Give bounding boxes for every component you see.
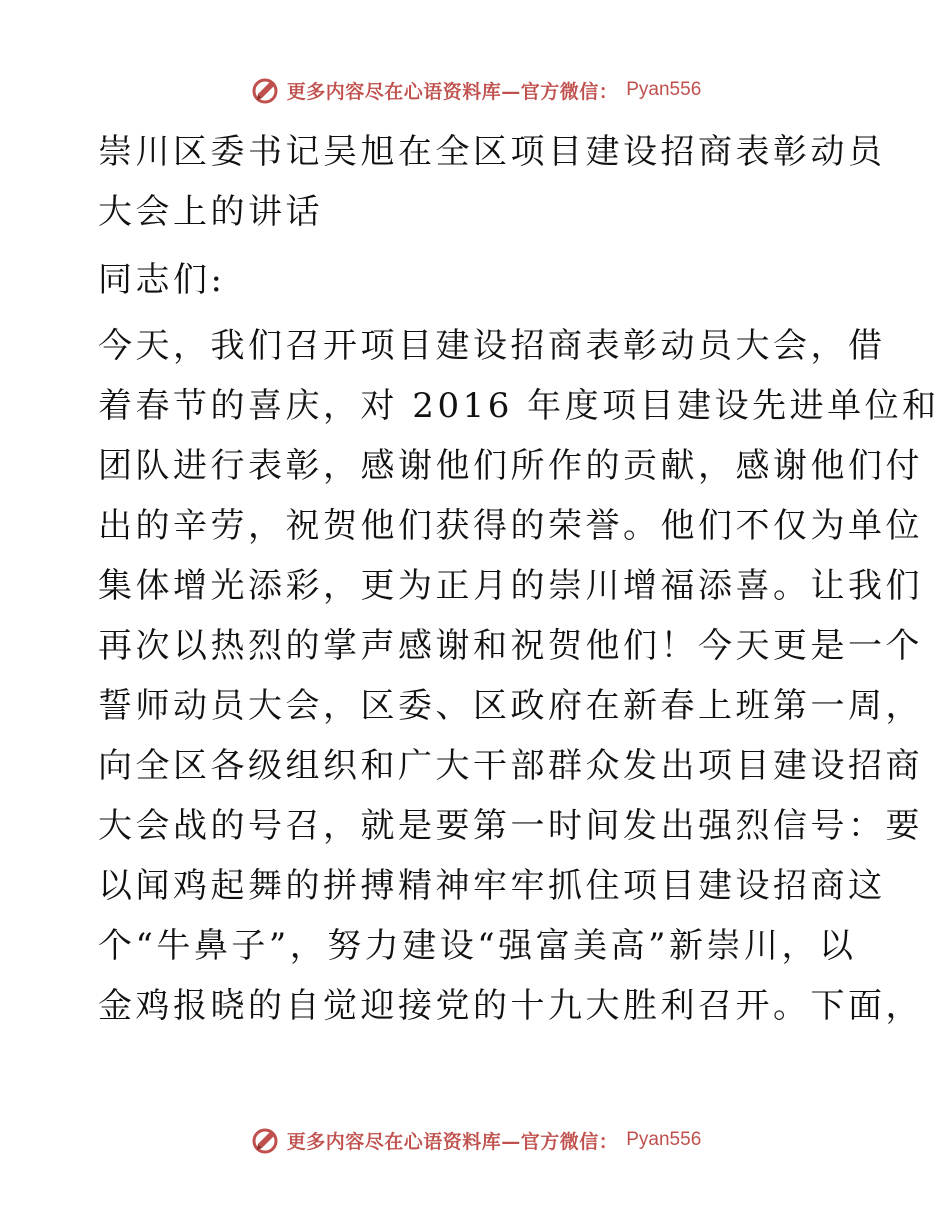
title-line-2: 大会上的讲话 [98,192,323,232]
body-line: 向全区各级组织和广大干部群众发出项目建设招商 [98,746,923,786]
body-line: 以闻鸡起舞的拼搏精神牢牢抓住项目建设招商这 [98,866,886,906]
body-line: 团队进行表彰，感谢他们所作的贡献，感谢他们付 [98,446,923,486]
body-line: 再次以热烈的掌声感谢和祝贺他们！今天更是一个 [98,626,923,666]
watermark-text: 更多内容尽在心语资料库—官方微信： [286,80,619,103]
wechat-id: Pyan556 [626,1129,702,1150]
body-line: 大会战的号召，就是要第一时间发出强烈信号：要 [98,806,923,846]
pen-logo-icon [249,74,281,106]
body-line: 金鸡报晓的自觉迎接党的十九大胜利召开。下面， [98,986,923,1026]
document-body [98,122,940,1036]
wechat-id: Pyan556 [626,79,702,100]
title-line-1: 崇川区委书记吴旭在全区项目建设招商表彰动员 [98,132,886,172]
body-line: 集体增光添彩，更为正月的崇川增福添喜。让我们 [98,566,923,606]
body-line: 今天，我们召开项目建设招商表彰动员大会，借 [98,326,886,366]
watermark-banner-top [0,70,950,110]
body-line: 誓师动员大会，区委、区政府在新春上班第一周， [98,686,923,726]
watermark-text: 更多内容尽在心语资料库—官方微信： [286,1130,619,1153]
body-line: 着春节的喜庆，对 2016 年度项目建设先进单位和 [98,386,940,426]
greeting: 同志们: [98,260,226,300]
body-line: 出的辛劳，祝贺他们获得的荣誉。他们不仅为单位 [98,506,923,546]
pen-logo-icon [249,1124,281,1156]
body-line: 个“牛鼻子”，努力建设“强富美高”新崇川，以 [98,926,857,966]
watermark-banner-bottom [0,1120,950,1160]
